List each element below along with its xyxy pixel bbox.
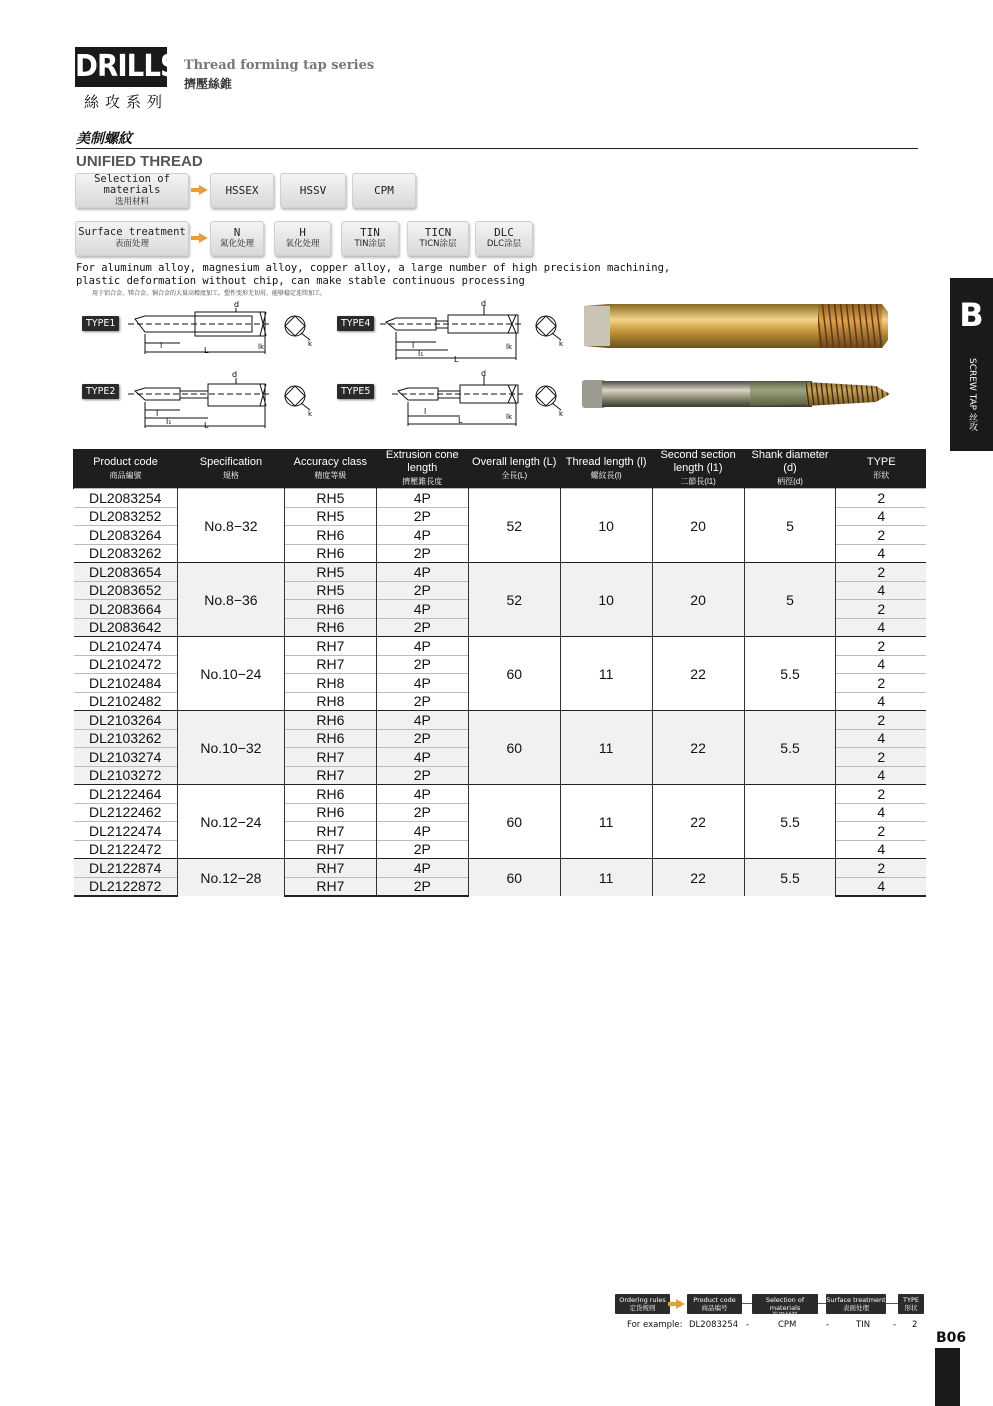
accuracy-class-cell: RH5: [284, 507, 376, 526]
accuracy-class-cell: RH6: [284, 618, 376, 637]
specification-cell: No.12−24: [177, 785, 284, 859]
section-letter: B: [959, 296, 984, 334]
svg-text:L: L: [458, 416, 463, 425]
type-cell: 4: [836, 766, 926, 785]
svg-text:d: d: [481, 369, 487, 378]
shank-diameter-cell: 5: [744, 489, 836, 563]
table-row: [74, 785, 927, 804]
second-section-length-cell: 22: [652, 785, 744, 859]
svg-text:l: l: [424, 407, 427, 416]
description: For aluminum alloy, magnesium alloy, copper alloy, a large number of high precision machining, plastic deformation without chip, can make stable continuous processing: [76, 262, 671, 287]
accuracy-class-cell: RH6: [284, 729, 376, 748]
product-code-cell: DL2122474: [74, 822, 178, 841]
surface-n-button[interactable]: N 氮化处理: [210, 221, 264, 256]
series-title-en: Thread forming tap series: [184, 58, 375, 73]
type-cell: 4: [836, 507, 926, 526]
tap-photo-ticn: [580, 374, 900, 414]
type-cell: 2: [836, 785, 926, 804]
product-code-cell: DL2083264: [74, 526, 178, 545]
surface-ticn-button[interactable]: TICN TICN涂层: [407, 221, 469, 256]
example-surface: TIN: [856, 1320, 871, 1330]
svg-text:L: L: [454, 355, 459, 364]
footer-connector: [742, 1303, 752, 1304]
accuracy-class-cell: RH6: [284, 785, 376, 804]
thread-length-cell: 11: [560, 637, 652, 711]
product-code-cell: DL2102484: [74, 674, 178, 693]
description-cn: 用于铝合金、镁合金、铜合金的大量高精度加工，塑性变形无切屑，能够稳定连续加工。: [92, 290, 327, 297]
cone-length-cell: 2P: [376, 581, 468, 600]
accuracy-class-cell: RH6: [284, 803, 376, 822]
product-code-cell: DL2122874: [74, 859, 178, 878]
side-tab-text: SCREW TAP 丝攻: [967, 358, 977, 431]
table-body: [74, 489, 927, 897]
footer-surface: Surface treatment 表面处理: [826, 1294, 886, 1314]
accuracy-class-cell: RH6: [284, 544, 376, 563]
accuracy-class-cell: RH6: [284, 711, 376, 730]
second-section-length-cell: 22: [652, 711, 744, 785]
surface-h-button[interactable]: H 氧化处理: [274, 221, 331, 256]
svg-text:k: k: [559, 340, 564, 348]
type-cell: 4: [836, 581, 926, 600]
accuracy-class-cell: RH8: [284, 674, 376, 693]
material-hssv-button[interactable]: HSSV: [280, 173, 346, 208]
product-code-cell: DL2083254: [74, 489, 178, 508]
accuracy-class-cell: RH7: [284, 637, 376, 656]
type1-label: TYPE1: [82, 316, 119, 331]
column-header: Specification 規格: [177, 449, 284, 489]
type-cell: 4: [836, 655, 926, 674]
cone-length-cell: 2P: [376, 729, 468, 748]
cone-length-cell: 2P: [376, 766, 468, 785]
type-cell: 4: [836, 729, 926, 748]
specification-cell: No.10−24: [177, 637, 284, 711]
shank-diameter-cell: 5.5: [744, 711, 836, 785]
footer-type: TYPE 形状: [898, 1294, 924, 1314]
type-cell: 4: [836, 618, 926, 637]
thread-length-cell: 11: [560, 785, 652, 859]
cone-length-cell: 4P: [376, 489, 468, 508]
shank-diameter-cell: 5: [744, 563, 836, 637]
overall-length-cell: 60: [468, 637, 560, 711]
example-sep: -: [893, 1320, 897, 1330]
cone-length-cell: 2P: [376, 618, 468, 637]
product-code-cell: DL2122462: [74, 803, 178, 822]
product-code-cell: DL2103274: [74, 748, 178, 767]
type-cell: 2: [836, 489, 926, 508]
svg-text:L: L: [204, 421, 209, 430]
type-cell: 4: [836, 692, 926, 711]
product-code-cell: DL2122464: [74, 785, 178, 804]
table-header-row: [74, 449, 927, 489]
product-code-cell: DL2103272: [74, 766, 178, 785]
product-code-cell: DL2102474: [74, 637, 178, 656]
cone-length-cell: 2P: [376, 877, 468, 896]
shank-diameter-cell: 5.5: [744, 785, 836, 859]
overall-length-cell: 60: [468, 711, 560, 785]
svg-text:L: L: [204, 346, 209, 355]
accuracy-class-cell: RH7: [284, 840, 376, 859]
product-code-cell: DL2103262: [74, 729, 178, 748]
specification-cell: No.10−32: [177, 711, 284, 785]
footer-connector: [818, 1303, 826, 1304]
type-cell: 4: [836, 803, 926, 822]
overall-length-cell: 60: [468, 785, 560, 859]
svg-text:l: l: [160, 341, 163, 350]
column-header: Second section length (l1) 二節長(l1): [652, 449, 744, 489]
arrow-icon: [199, 233, 208, 243]
type4-label: TYPE4: [337, 316, 374, 331]
footer-product-code: Product code 商品编号: [687, 1294, 742, 1314]
svg-text:d: d: [232, 370, 238, 379]
svg-text:l: l: [156, 409, 159, 418]
cone-length-cell: 2P: [376, 840, 468, 859]
column-header: Product code 商品編號: [74, 449, 178, 489]
page-number: B06: [936, 1330, 967, 1346]
product-code-cell: DL2083262: [74, 544, 178, 563]
accuracy-class-cell: RH5: [284, 489, 376, 508]
product-code-cell: DL2102482: [74, 692, 178, 711]
svg-text:d: d: [234, 300, 240, 309]
cone-length-cell: 2P: [376, 692, 468, 711]
overall-length-cell: 52: [468, 489, 560, 563]
thread-length-cell: 11: [560, 859, 652, 897]
thread-length-cell: 10: [560, 489, 652, 563]
surface-dlc-button[interactable]: DLC DLC涂层: [475, 221, 533, 256]
type-cell: 4: [836, 544, 926, 563]
cone-length-cell: 2P: [376, 655, 468, 674]
svg-text:lk: lk: [258, 343, 264, 351]
section-title-cn: 美制螺紋: [76, 131, 132, 147]
type4-diagram: [378, 298, 578, 366]
type5-label: TYPE5: [337, 384, 374, 399]
arrow-icon: [199, 185, 208, 195]
accuracy-class-cell: RH7: [284, 877, 376, 896]
specification-cell: No.8−32: [177, 489, 284, 563]
product-code-cell: DL2122872: [74, 877, 178, 896]
cone-length-cell: 4P: [376, 785, 468, 804]
svg-text:k: k: [308, 410, 313, 418]
thread-length-cell: 11: [560, 711, 652, 785]
type1-diagram: [120, 298, 330, 360]
product-code-cell: DL2102472: [74, 655, 178, 674]
material-hssex-button[interactable]: HSSEX: [210, 173, 274, 208]
svg-text:l: l: [412, 341, 415, 350]
type-cell: 2: [836, 600, 926, 619]
second-section-length-cell: 22: [652, 637, 744, 711]
type2-diagram: [120, 368, 330, 430]
accuracy-class-cell: RH7: [284, 655, 376, 674]
second-section-length-cell: 20: [652, 489, 744, 563]
cone-length-cell: 4P: [376, 711, 468, 730]
table-row: [74, 711, 927, 730]
accuracy-class-cell: RH7: [284, 859, 376, 878]
second-section-length-cell: 20: [652, 563, 744, 637]
product-code-cell: DL2083652: [74, 581, 178, 600]
accuracy-class-cell: RH6: [284, 600, 376, 619]
cone-length-cell: 4P: [376, 674, 468, 693]
section-title-en: UNIFIED THREAD: [76, 153, 203, 170]
product-code-cell: DL2103264: [74, 711, 178, 730]
type-cell: 4: [836, 840, 926, 859]
type-cell: 2: [836, 563, 926, 582]
table-row: [74, 563, 927, 582]
accuracy-class-cell: RH8: [284, 692, 376, 711]
thread-length-cell: 10: [560, 563, 652, 637]
column-header: TYPE 形狀: [836, 449, 926, 489]
second-section-length-cell: 22: [652, 859, 744, 897]
column-header: Shank diameter (d) 柄徑(d): [744, 449, 836, 489]
accuracy-class-cell: RH7: [284, 822, 376, 841]
type-cell: 2: [836, 859, 926, 878]
cone-length-cell: 4P: [376, 600, 468, 619]
accuracy-class-cell: RH5: [284, 581, 376, 600]
type-cell: 2: [836, 748, 926, 767]
example-label: For example:: [627, 1320, 683, 1330]
accuracy-class-cell: RH7: [284, 748, 376, 767]
product-code-cell: DL2122472: [74, 840, 178, 859]
cone-length-cell: 2P: [376, 544, 468, 563]
svg-text:l₁: l₁: [418, 349, 424, 358]
svg-text:lk: lk: [506, 343, 512, 351]
example-type: 2: [912, 1320, 918, 1330]
cone-length-cell: 2P: [376, 507, 468, 526]
column-header: Overall length (L) 全長(L): [468, 449, 560, 489]
page-bar: [935, 1348, 960, 1406]
materials-label-button: Selection of materials 选用材料: [75, 173, 189, 208]
type-cell: 2: [836, 637, 926, 656]
drills-logo: DRILLS: [75, 47, 167, 87]
footer-connector: [886, 1303, 898, 1304]
product-code-cell: DL2083642: [74, 618, 178, 637]
product-table: [73, 449, 926, 897]
footer-ordering-rules: Ordering rules 定货规则: [615, 1294, 670, 1314]
footer-materials: Selection of materials 选用材料: [752, 1294, 818, 1314]
type2-label: TYPE2: [82, 384, 119, 399]
material-cpm-button[interactable]: CPM: [352, 173, 416, 208]
table-row: [74, 489, 927, 508]
specification-cell: No.12−28: [177, 859, 284, 897]
cone-length-cell: 4P: [376, 822, 468, 841]
example-code: DL2083254: [689, 1320, 739, 1330]
type-cell: 2: [836, 526, 926, 545]
cone-length-cell: 4P: [376, 526, 468, 545]
surface-label-button: Surface treatment 表面处理: [75, 221, 189, 256]
shank-diameter-cell: 5.5: [744, 859, 836, 897]
type-cell: 2: [836, 822, 926, 841]
product-code-cell: DL2083654: [74, 563, 178, 582]
svg-text:l₁: l₁: [166, 417, 172, 426]
arrow-icon: [676, 1299, 685, 1309]
accuracy-class-cell: RH6: [284, 526, 376, 545]
type5-diagram: [378, 368, 578, 430]
example-sep: -: [826, 1320, 830, 1330]
section-divider: [76, 148, 918, 149]
tap-photo-tin: [582, 300, 902, 352]
product-code-cell: DL2083252: [74, 507, 178, 526]
accuracy-class-cell: RH7: [284, 766, 376, 785]
cone-length-cell: 4P: [376, 748, 468, 767]
accuracy-class-cell: RH5: [284, 563, 376, 582]
surface-tin-button[interactable]: TIN TIN涂层: [341, 221, 399, 256]
svg-text:k: k: [308, 340, 313, 348]
column-header: Thread length (l) 螺紋長(l): [560, 449, 652, 489]
product-code-cell: DL2083664: [74, 600, 178, 619]
type-cell: 4: [836, 877, 926, 896]
column-header: Extrusion cone length 擠壓錐長度: [376, 449, 468, 489]
example-material: CPM: [778, 1320, 797, 1330]
cone-length-cell: 4P: [376, 637, 468, 656]
series-title-cn: 擠壓絲錐: [184, 77, 233, 91]
side-tab: [950, 278, 993, 451]
shank-diameter-cell: 5.5: [744, 637, 836, 711]
cone-length-cell: 2P: [376, 803, 468, 822]
type-cell: 2: [836, 674, 926, 693]
table-row: [74, 637, 927, 656]
overall-length-cell: 60: [468, 859, 560, 897]
specification-cell: No.8−36: [177, 563, 284, 637]
column-header: Accuracy class 精度等級: [284, 449, 376, 489]
cone-length-cell: 4P: [376, 563, 468, 582]
cone-length-cell: 4P: [376, 859, 468, 878]
svg-text:k: k: [559, 410, 564, 418]
table-row: [74, 859, 927, 878]
svg-text:d: d: [481, 299, 487, 308]
example-sep: -: [746, 1320, 750, 1330]
logo-subtitle-cn: 絲攻系列: [84, 93, 169, 111]
type-cell: 2: [836, 711, 926, 730]
svg-text:lk: lk: [506, 413, 512, 421]
overall-length-cell: 52: [468, 563, 560, 637]
